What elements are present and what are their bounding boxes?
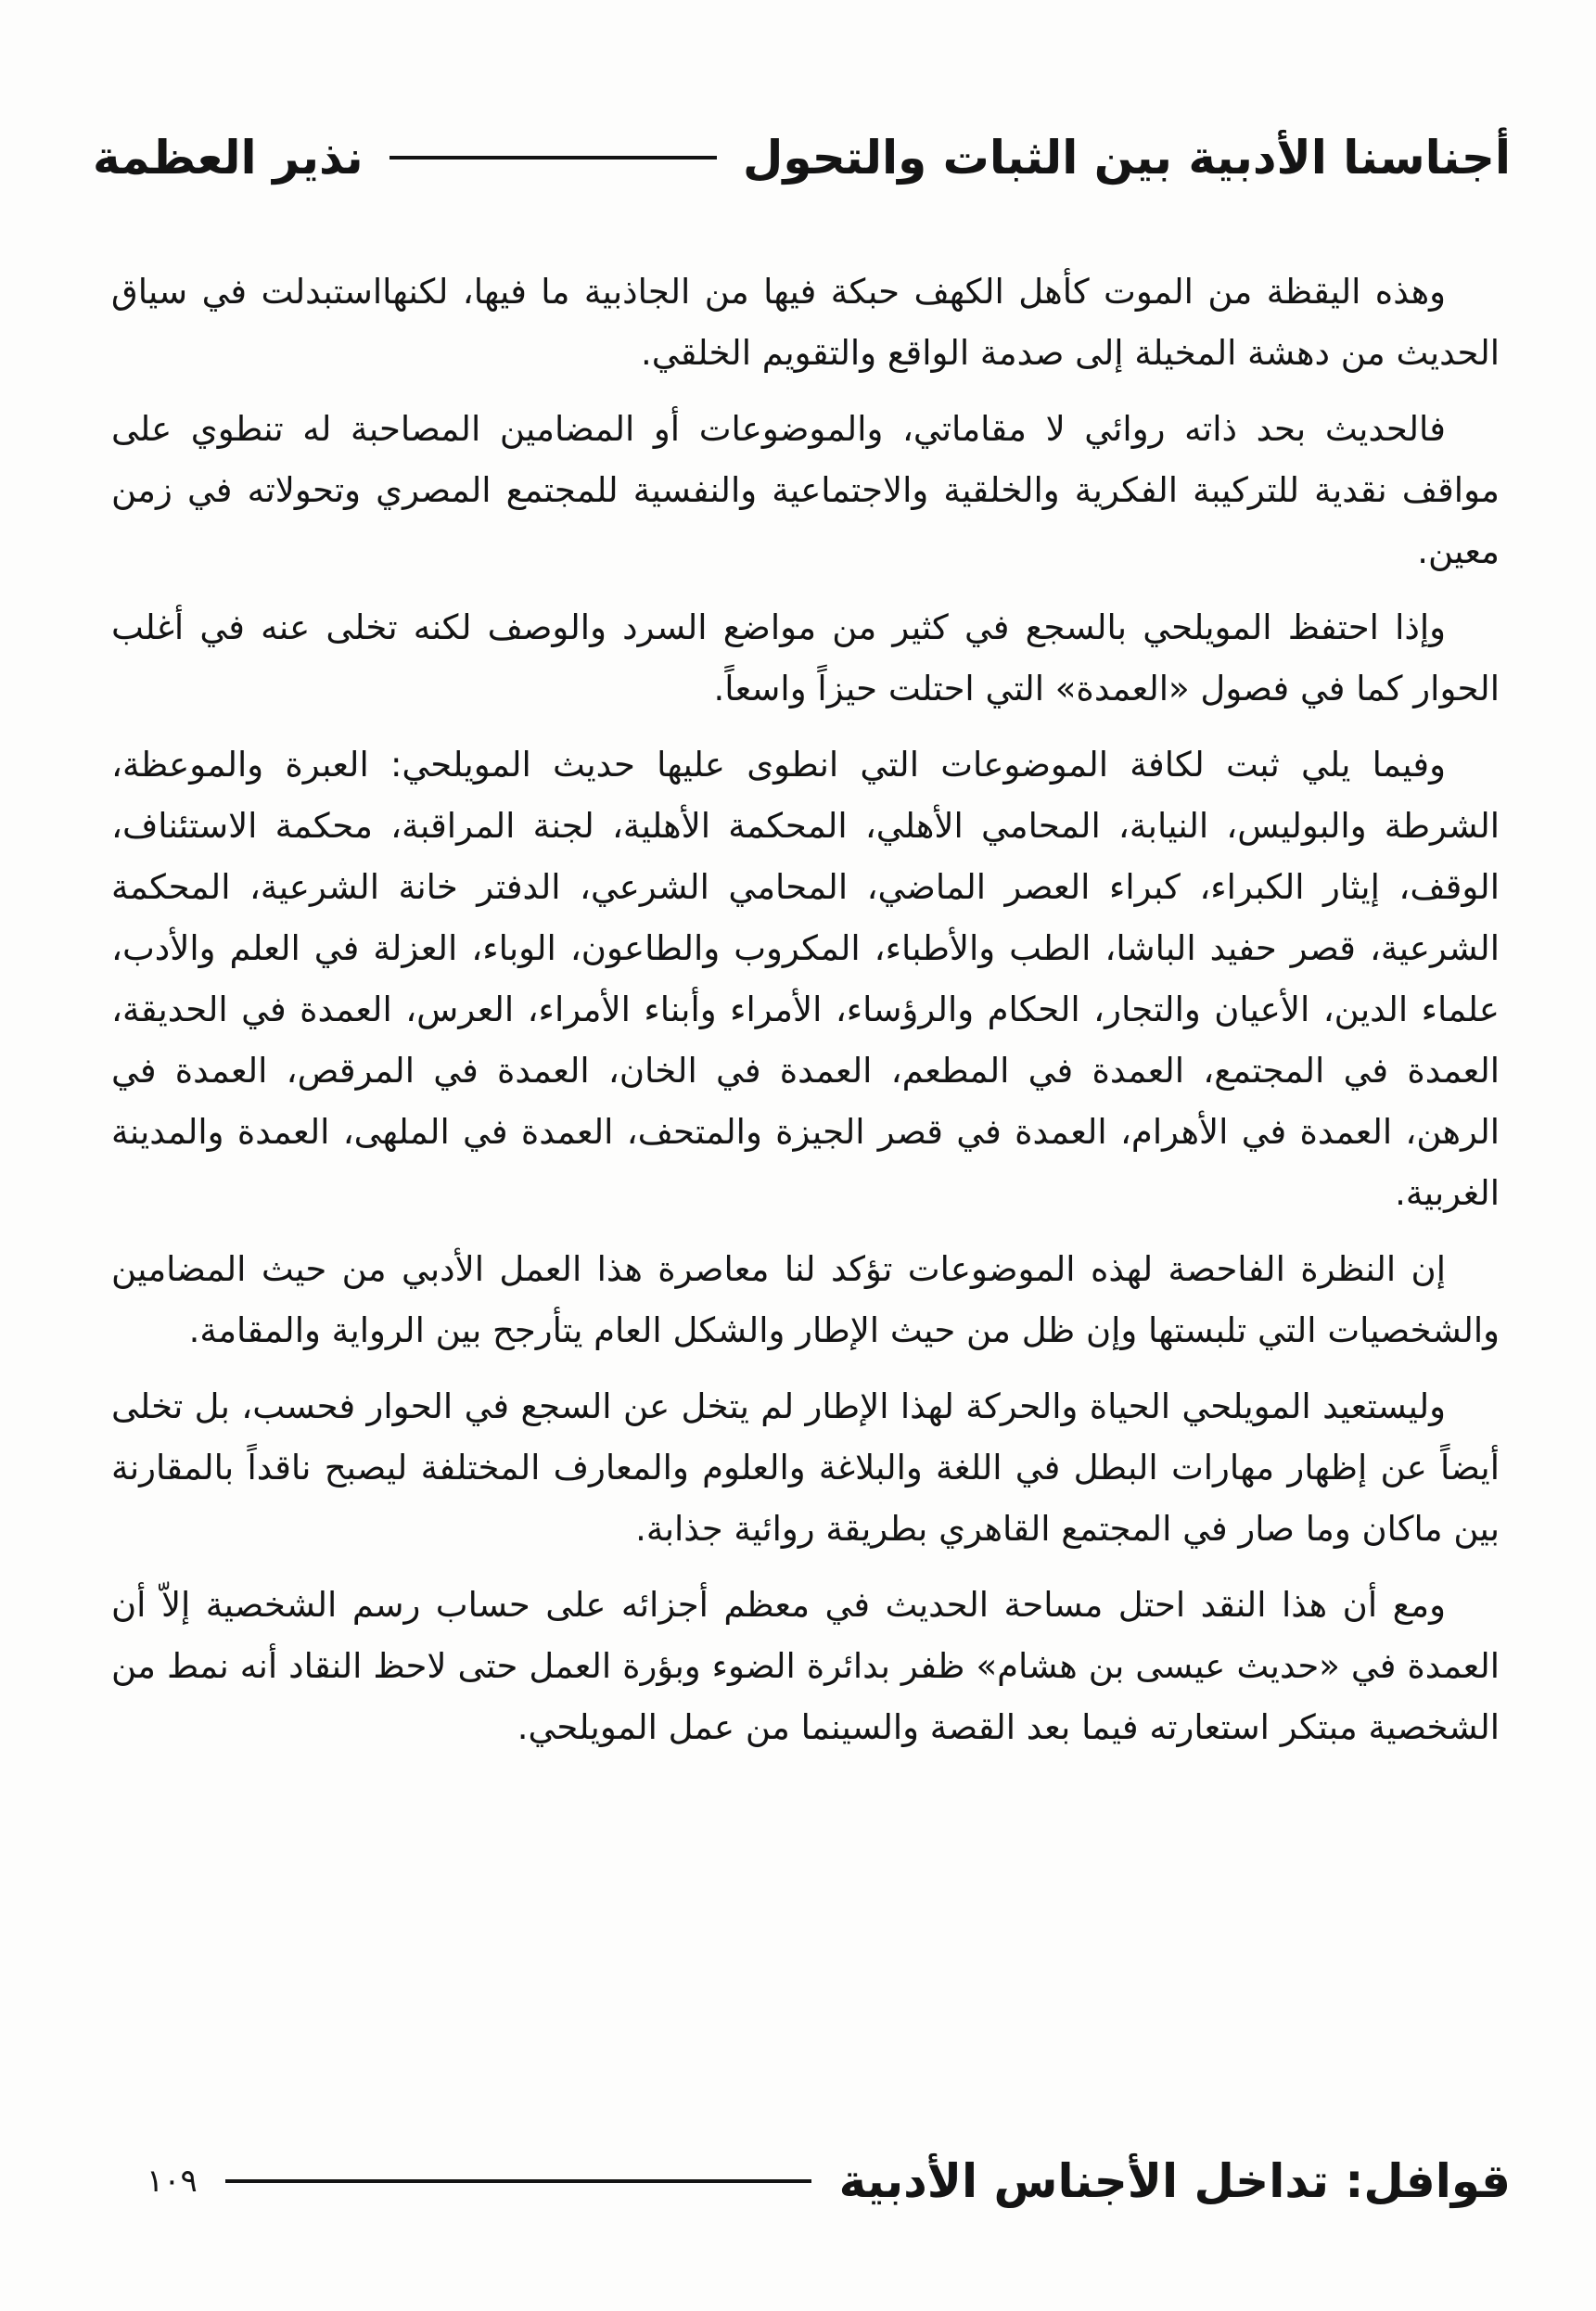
footer-divider [225, 2179, 811, 2183]
author-name: نذير العظمة [93, 131, 364, 185]
paragraph: وليستعيد المويلحي الحياة والحركة لهذا الإطار لم يتخل عن السجع في الحوار فحسب، بل تخلى أيضاً عن إظهار مهارات البطل في اللغة والبلاغة والعلوم والمعارف المختلفة ليصبح ناقداً بالمقارنة بين ماكان وما صار في المجتمع القاهري بطريقة روائية جذابة. [111, 1386, 1500, 1549]
paragraph: فالحديث بحد ذاته روائي لا مقاماتي، والموضوعات أو المضامين المصاحبة له تنطوي على مواقف نقدية للتركيبة الفكرية والخلقية والاجتماعية والنفسية للمجتمع المصري وتحولاته في زمن معين. [111, 409, 1500, 571]
paragraph: وفيما يلي ثبت لكافة الموضوعات التي انطوى عليها حديث المويلحي: العبرة والموعظة، الشرطة والبوليس، النيابة، المحامي الأهلي، المحكمة الأهلية، لجنة المراقبة، محكمة الاستئناف، الوقف، إيثار الكبراء، كبراء العصر الماضي، المحامي الشرعي، الدفتر خانة الشرعية، المحكمة الشرعية، قصر حفيد الباشا، الطب والأطباء، المكروب والطاعون، الوباء، العزلة في العلم والأدب، علماء الدين، الأعيان والتجار، الحكام والرؤساء، الأمراء وأبناء الأمراء، العرس، العمدة في الحديقة، العمدة في المجتمع، العمدة في المطعم، العمدة في الخان، العمدة في المرقص، العمدة في الرهن، العمدة في الأهرام، العمدة في قصر الجيزة والمتحف، العمدة في الملهى، العمدة والمدينة الغربية. [111, 745, 1500, 1213]
paragraph: ومع أن هذا النقد احتل مساحة الحديث في معظم أجزائه على حساب رسم الشخصية إلاّ أن العمدة في «حديث عيسى بن هشام» ظفر بدائرة الضوء وبؤرة العمل حتى لاحظ النقاد أنه نمط من الشخصية مبتكر استعارته فيما بعد القصة والسينما من عمل المويلحي. [111, 1585, 1500, 1747]
series-title: قوافل: تداخل الأجناس الأدبية [838, 2154, 1511, 2208]
body-text [111, 262, 1500, 1773]
running-header [93, 121, 1511, 195]
running-footer [147, 2144, 1511, 2218]
book-title: أجناسنا الأدبية بين الثبات والتحول [743, 131, 1511, 185]
header-divider [389, 156, 717, 160]
paragraph: وإذا احتفظ المويلحي بالسجع في كثير من مواضع السرد والوصف لكنه تخلى عنه في أغلب الحوار كما في فصول «العمدة» التي احتلت حيزاً واسعاً. [111, 607, 1500, 709]
paragraph: إن النظرة الفاحصة لهذه الموضوعات تؤكد لنا معاصرة هذا العمل الأدبي من حيث المضامين والشخصيات التي تلبستها وإن ظل من حيث الإطار والشكل العام يتأرجح بين الرواية والمقامة. [111, 1249, 1500, 1350]
page-number: ١٠٩ [147, 2163, 198, 2200]
paragraph: وهذه اليقظة من الموت كأهل الكهف حبكة فيها من الجاذبية ما فيها، لكنهااستبدلت في سياق الحديث من دهشة المخيلة إلى صدمة الواقع والتقويم الخلقي. [111, 272, 1500, 373]
